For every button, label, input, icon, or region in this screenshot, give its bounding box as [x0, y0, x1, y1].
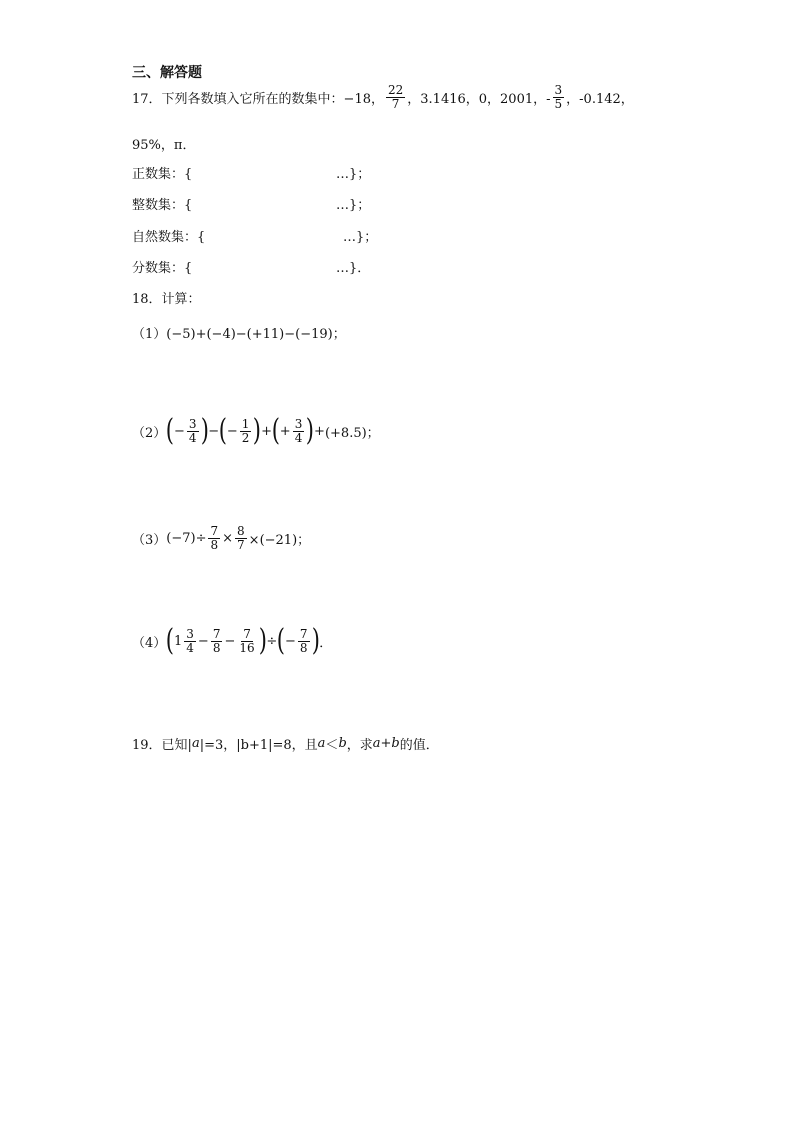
frac-den: 8	[210, 537, 219, 552]
fraction-7-16	[237, 628, 256, 654]
q18-part4	[132, 623, 333, 658]
q18-part2	[132, 413, 380, 448]
q17-n1: −18，	[343, 91, 384, 107]
minus-sign: −	[285, 633, 296, 649]
fraction-3-5	[553, 84, 565, 110]
q17-line2: 95%，π．	[132, 138, 196, 153]
less-than: ＜	[325, 738, 339, 753]
frac-num: 7	[243, 626, 251, 641]
op-minus: −	[208, 423, 220, 439]
frac-num: 7	[212, 626, 221, 641]
op-plus: +	[261, 423, 273, 439]
q17-n2: ，3.1416，0，2001，-	[407, 91, 551, 107]
fraction-1-2	[240, 418, 252, 444]
q19-text	[132, 734, 439, 753]
right-paren: )	[253, 413, 262, 448]
left-paren: (	[166, 413, 175, 448]
fraction-7-8	[208, 525, 220, 551]
left-paren: (	[277, 623, 286, 658]
fraction-22-7	[386, 84, 405, 110]
frac-den: 4	[186, 640, 194, 655]
frac-num: 3	[554, 83, 563, 97]
set-natural-label: 自然数集：{	[132, 230, 206, 245]
q17-line1	[132, 84, 634, 110]
right-paren: )	[200, 413, 209, 448]
divide-sign: ÷	[266, 633, 278, 649]
set-fraction-tail: …}．	[336, 261, 371, 276]
minus-sign: −	[226, 423, 238, 439]
minus-sign: −	[174, 423, 185, 439]
q19-part-c: ，求	[346, 738, 373, 753]
part4-label: （4）	[132, 635, 167, 651]
left-paren: (	[166, 623, 175, 658]
fraction-7-8	[211, 628, 223, 654]
frac-den: 2	[241, 430, 250, 445]
frac-num: 8	[237, 524, 245, 538]
right-paren: )	[311, 623, 320, 658]
frac-num: 7	[299, 626, 308, 641]
frac-num: 3	[294, 416, 303, 431]
q19-part-a: 19．已知|	[132, 738, 192, 753]
left-paren: (	[218, 413, 228, 448]
frac-num: 1	[241, 416, 250, 431]
mixed-whole: 1	[174, 633, 183, 649]
set-positive-label: 正数集：{	[132, 167, 193, 182]
q19-part-d: 的值．	[399, 738, 439, 753]
part3-label: （3）	[132, 532, 167, 548]
frac-den: 7	[237, 537, 245, 552]
q17-prefix: 17．下列各数填入它所在的数集中：	[132, 91, 344, 107]
fraction-8-7	[235, 525, 247, 551]
frac-num: 3	[186, 626, 194, 641]
frac-num: 22	[387, 83, 404, 97]
variable-b: b	[338, 736, 347, 751]
frac-den: 5	[554, 96, 563, 111]
q18-part3	[132, 525, 310, 551]
frac-den: 4	[294, 430, 303, 445]
minus-sign: −	[224, 633, 236, 649]
frac-den: 8	[299, 640, 308, 655]
right-paren: )	[306, 413, 315, 448]
part2-tail: (+8.5)；	[324, 425, 380, 441]
section-title: 三、解答题	[132, 65, 202, 81]
plus-sign: +	[279, 423, 291, 439]
frac-num: 7	[210, 524, 219, 538]
q17-n3: ，-0.142，	[566, 91, 634, 107]
op-plus: +	[314, 423, 325, 439]
left-paren: (	[271, 413, 281, 448]
period: ．	[319, 635, 333, 651]
frac-den: 7	[391, 96, 400, 111]
part2-label: （2）	[132, 425, 167, 441]
set-integer-tail: …}；	[336, 198, 371, 213]
fraction-7-8	[298, 628, 310, 654]
part3-tail: ×(−21)；	[248, 532, 311, 548]
variable-a: a	[191, 736, 200, 751]
minus-sign: −	[197, 633, 209, 649]
frac-num: 3	[188, 416, 197, 431]
q18-title: 18．计算：	[132, 292, 201, 307]
sum-a-b: a+b	[372, 736, 400, 751]
frac-den: 4	[188, 430, 197, 445]
set-integer-label: 整数集：{	[132, 198, 193, 213]
frac-den: 16	[239, 640, 255, 655]
variable-a: a	[317, 736, 326, 751]
set-natural-tail: …}；	[343, 230, 378, 245]
set-fraction-label: 分数集：{	[132, 261, 193, 276]
part3-start: (−7)÷	[166, 530, 207, 546]
part1-label: （1）	[132, 327, 167, 342]
q19-part-b: |=3，|b+1|=8，且	[199, 738, 318, 753]
fraction-3-4	[293, 418, 305, 444]
part1-expression: (−5)+(−4)−(+11)−(−19)；	[166, 327, 346, 342]
q18-part1	[132, 323, 346, 342]
fraction-3-4	[187, 418, 199, 444]
times-sign: ×	[222, 530, 234, 546]
set-positive-tail: …}；	[336, 167, 371, 182]
fraction-3-4	[184, 628, 196, 654]
frac-den: 8	[212, 640, 221, 655]
right-paren: )	[258, 623, 267, 658]
